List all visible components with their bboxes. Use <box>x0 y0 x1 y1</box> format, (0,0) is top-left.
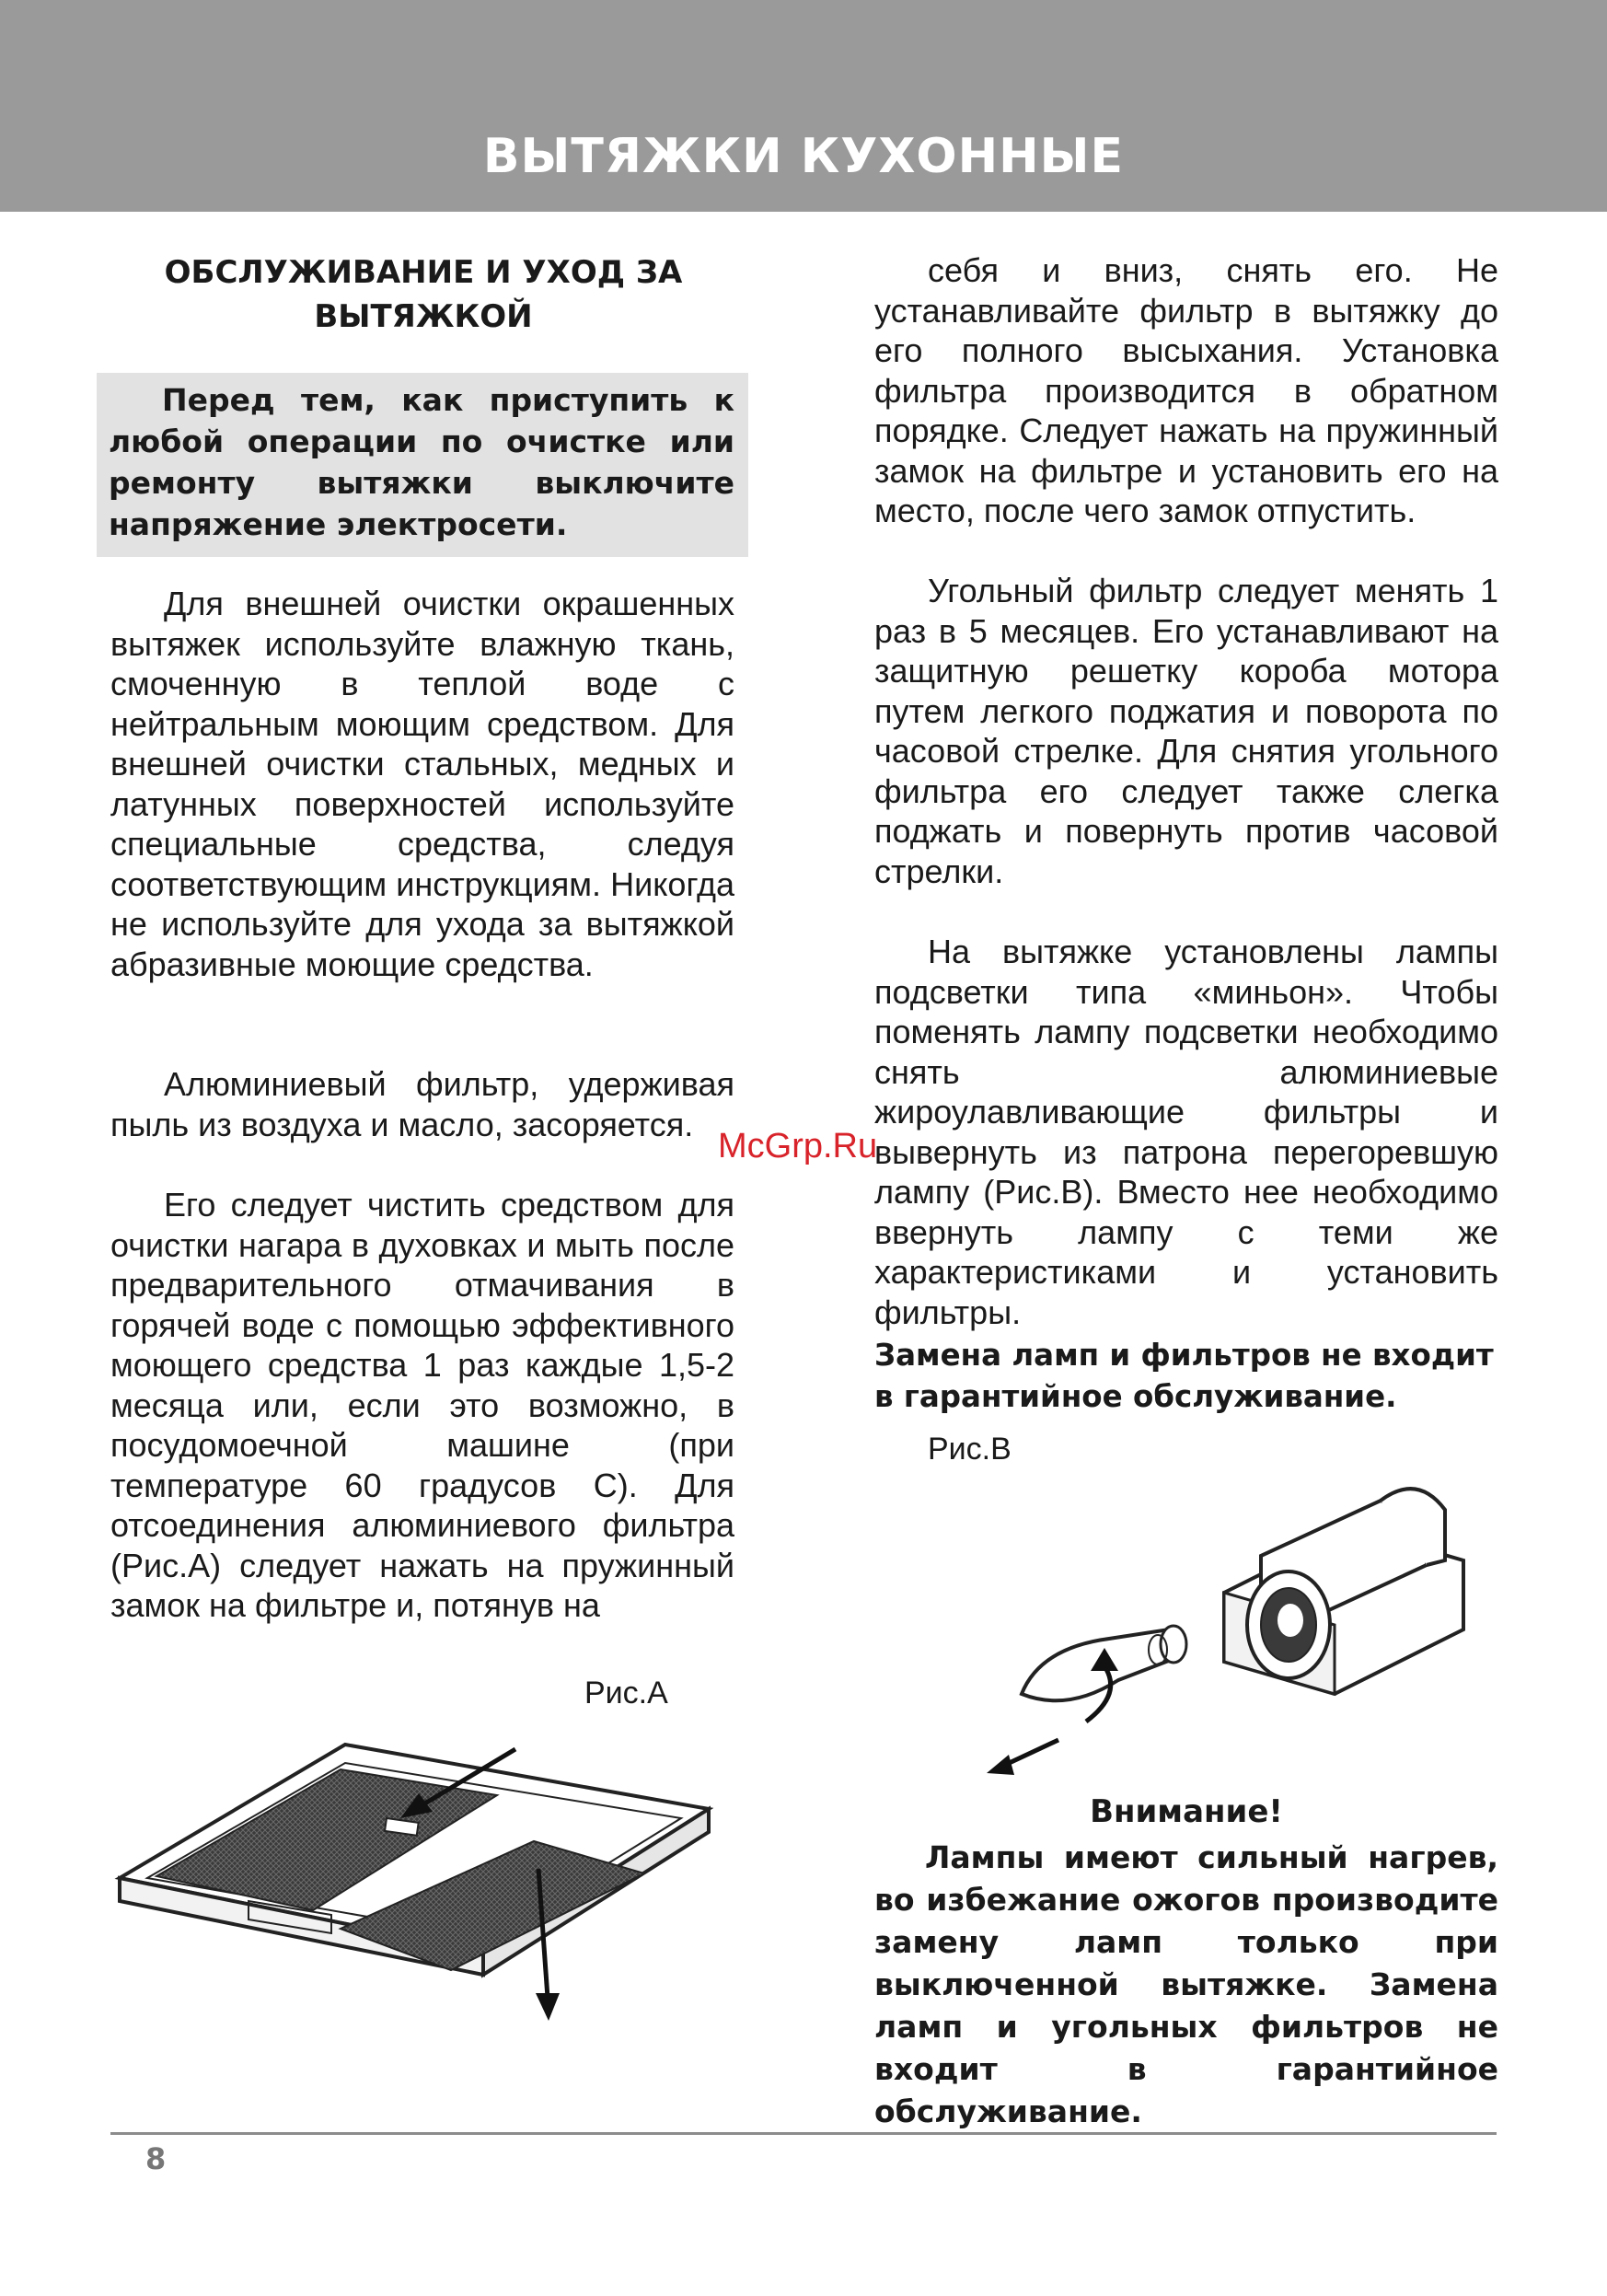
right-paragraph-2: Угольный фильтр следует менять 1 раз в 5 месяцев. Его устанавливают на защитную решетку короба мотора путем легкого поджатия и поворота по часовой стрелке. Для снятия угольного фильтра его следует также слегка поджать и повернуть против часовой стрелки. <box>874 572 1498 890</box>
figure-b-lamp-replacement <box>948 1473 1491 1786</box>
left-paragraph-2: Алюминиевый фильтр, удерживая пыль из воздуха и масло, засоряется. <box>110 1065 734 1143</box>
footer-divider <box>110 2132 1497 2135</box>
page-number: 8 <box>145 2141 167 2176</box>
figure-b-caption: Рис.В <box>928 1432 1012 1467</box>
left-paragraph-3: Его следует чистить средством для очистки нагара в духовках и мыть после предварительного отмачивания в горячей воде с помощью эффективного моющего средства 1 раз каждые 1,5-2 месяца или, если это возможно, в посудомоечной машине (при температуре 60 градусов С). Для отсоединения алюминиевого фильтра (Рис.А) следует нажать на пружинный замок на фильтре и, потянув на <box>110 1186 734 1624</box>
page-header-title: ВЫТЯЖКИ КУХОННЫЕ <box>482 129 1125 184</box>
warning-text: Перед тем, как приступить к любой операции по очистке или ремонту вытяжки выключите напряжение электросети. <box>109 382 734 542</box>
attention-title: Внимание! <box>1090 1793 1283 1830</box>
section-title: ОБСЛУЖИВАНИЕ И УХОД ЗА ВЫТЯЖКОЙ <box>164 254 683 335</box>
right-paragraph-3: На вытяжке установлены лампы подсветки типа «миньон». Чтобы поменять лампу подсветки необходимо снять алюминиевые жироулавливающие фильтры и вывернуть из патрона перегоревшую лампу (Рис.В). Вместо нее необходимо ввернуть лампу с теми же характеристиками и установить фильтры. <box>874 933 1498 1331</box>
left-paragraph-1: Для внешней очистки окрашенных вытяжек используйте влажную ткань, смоченную в теплой воде с нейтральным моющим средством. Для внешней очистки стальных, медных и латунных поверхностей используйте специальные средства, следуя соответствующим инструкциям. Никогда не используйте для ухода за вытяжкой абразивные моющие средства. <box>110 585 734 983</box>
figure-a-hood-filter <box>110 1731 718 2044</box>
figure-a-caption: Рис.А <box>584 1676 668 1710</box>
attention-text: Лампы имеют сильный нагрев, во избежание ожогов производите замену ламп только при выключенной вытяжке. Замена ламп и угольных фильтров не входит в гарантийное обслуживание. <box>874 1839 1498 2129</box>
watermark-text: McGrp.Ru <box>718 1127 878 1165</box>
right-paragraph-1: себя и вниз, снять его. Не устанавливайте фильтр в вытяжку до его полного высыхания. Установка фильтра производится в обратном порядке. Следует нажать на пружинный замок на фильтре и установить его на место, после чего замок отпустить. <box>874 251 1498 529</box>
warranty-note: Замена ламп и фильтров не входит в гарантийное обслуживание. <box>874 1338 1494 1414</box>
